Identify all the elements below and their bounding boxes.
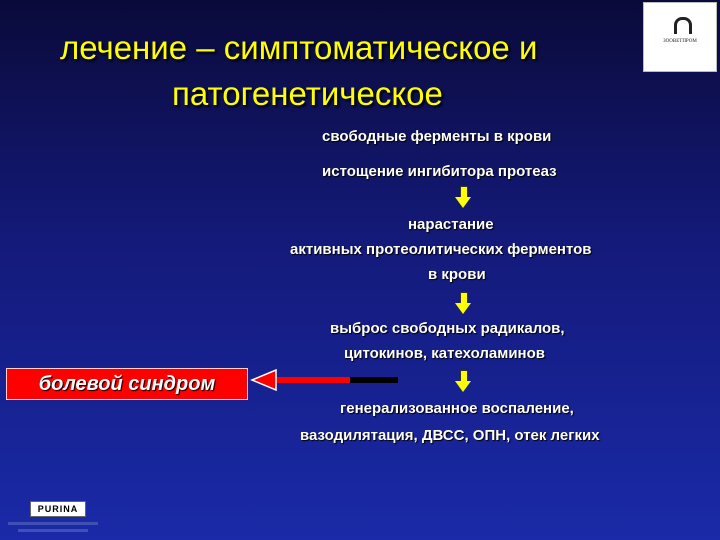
down-arrow-icon xyxy=(457,292,469,314)
flow-step-vasodilation: вазодилятация, ДВСС, ОПН, отек легких xyxy=(300,427,600,444)
flow-step-inflammation: генерализованное воспаление, xyxy=(340,400,574,417)
flow-step-free-enzymes: свободные ферменты в крови xyxy=(322,128,552,145)
flow-step-inhibitor-depletion: истощение ингибитора протеаз xyxy=(322,163,557,180)
flow-step-active-enzymes: активных протеолитических ферментов xyxy=(290,241,592,258)
company-logo xyxy=(643,2,717,72)
down-arrow-icon xyxy=(457,370,469,392)
pain-syndrome-box: болевой синдром xyxy=(6,368,248,400)
logo-text: ЗООВЕТПРОМ xyxy=(663,39,697,44)
flow-step-cytokines: цитокинов, катехоламинов xyxy=(344,345,545,362)
title-line-1: лечение – симптоматическое и xyxy=(60,29,538,66)
arch-logo-icon xyxy=(674,17,692,34)
left-arrow-icon xyxy=(250,368,400,392)
down-arrow-icon xyxy=(457,186,469,208)
flow-step-rise: нарастание xyxy=(408,216,494,233)
flow-step-in-blood: в крови xyxy=(428,266,486,283)
flow-step-radicals: выброс свободных радикалов, xyxy=(330,320,565,337)
title-line-2: патогенетическое xyxy=(172,75,443,112)
purina-tagline-graphic xyxy=(8,520,98,536)
purina-logo: PURINA xyxy=(30,501,86,517)
